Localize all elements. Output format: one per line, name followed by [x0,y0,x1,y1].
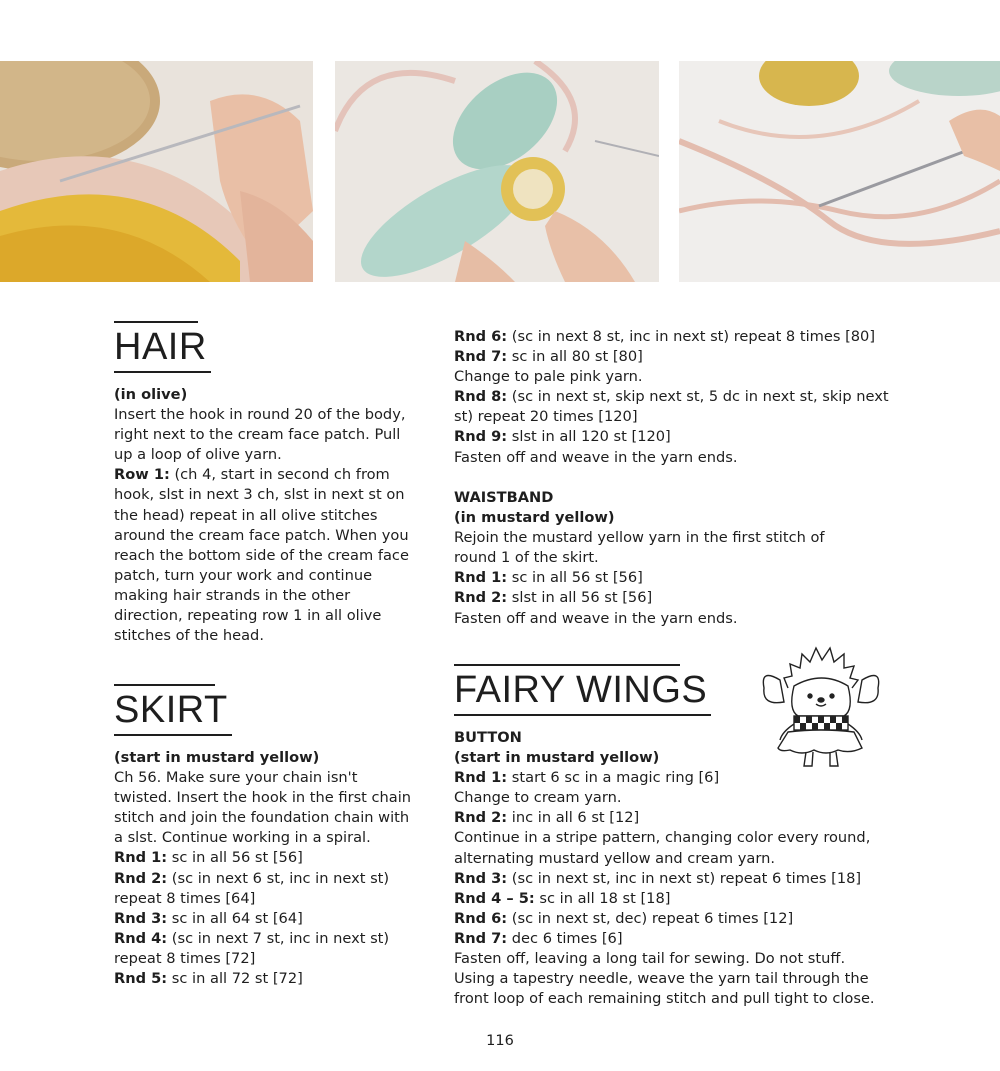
hair-line [114,546,444,566]
hair-line [114,566,444,586]
waistband-instructions [454,488,884,629]
wings-line [454,989,884,1009]
line-text: Using a tapestry needle, weave the yarn tail through the [454,970,869,988]
skirt-instructions [114,748,444,989]
bold-label: Rnd 6: [454,909,508,927]
bold-label: Row 1: [114,466,170,484]
line-text: right next to the cream face patch. Pull [114,426,401,444]
line-text: twisted. Insert the hook in the first chain [114,789,412,807]
line-text: (sc in next st, dec) repeat 6 times [12] [507,909,794,927]
skirt-cont-line [454,347,884,367]
bold-label: Rnd 4 – 5: [454,889,535,907]
skirt-line [114,788,444,808]
hair-line [114,425,444,445]
skirt-cont-line [454,448,884,468]
line-text: stitch and join the foundation chain with [114,809,410,827]
bold-label: Rnd 3: [114,909,168,927]
skirt-cont-line [454,367,884,387]
wings-line [454,828,884,848]
line-text: st) repeat 20 times [120] [454,408,638,426]
wings-line [454,849,884,869]
skirt-continued-instructions [454,327,889,468]
line-text: direction, repeating row 1 in all olive [114,607,382,625]
waistband-line [454,528,884,548]
bold-label: (in mustard yellow) [454,509,615,527]
waistband-line [454,568,884,588]
waistband-line [454,488,884,508]
line-text: round 1 of the skirt. [454,549,599,567]
line-text: slst in all 120 st [120] [507,428,671,446]
wings-line [454,808,884,828]
hair-line [114,526,444,546]
line-text: repeat 8 times [64] [114,889,256,907]
skirt-line [114,869,444,889]
skirt-cont-line [454,427,884,447]
bold-label: Rnd 2: [114,869,168,887]
bold-label: Rnd 7: [454,348,508,366]
hair-line [114,445,444,465]
line-text: repeat 8 times [72] [114,949,256,967]
line-text: stitches of the head. [114,627,264,645]
wings-line [454,969,884,989]
bold-label: (start in mustard yellow) [114,749,320,766]
bold-label: Rnd 9: [454,428,508,446]
line-text: Fasten off and weave in the yarn ends. [454,609,738,627]
bold-label: Rnd 1: [454,769,508,787]
line-text: Fasten off and weave in the yarn ends. [454,448,738,466]
bold-label: Rnd 4: [114,929,168,947]
line-text: slst in all 56 st [56] [507,589,653,607]
wings-line [454,788,884,808]
line-text: Continue in a stripe pattern, changing color every round, [454,829,871,847]
wings-line [454,929,884,949]
line-text: (sc in next 8 st, inc in next st) repeat 8 times [80] [507,328,876,345]
skirt-line [114,768,444,788]
line-text: reach the bottom side of the cream face [114,546,409,564]
hair-line [114,626,444,646]
bold-label: Rnd 1: [114,849,168,867]
line-text: sc in all 72 st [72] [167,970,303,988]
line-text: Insert the hook in round 20 of the body, [114,406,406,424]
hair-instructions [114,385,444,646]
bold-label: (in olive) [114,386,188,403]
line-text: making hair strands in the other [114,586,351,604]
line-text: (sc in next 6 st, inc in next st) [167,869,390,887]
line-text: patch, turn your work and continue [114,566,373,584]
wings-line [454,889,884,909]
photo-sewing-wings [335,61,659,282]
skirt-line [114,748,444,768]
line-text: sc in all 64 st [64] [167,909,303,927]
skirt-section [114,684,444,989]
waistband-line [454,588,884,608]
waistband-section [454,488,884,629]
skirt-line [114,889,444,909]
skirt-line [114,909,444,929]
line-text: around the cream face patch. When you [114,526,409,544]
bold-label: WAISTBAND [454,489,554,506]
hair-line [114,385,444,405]
hair-line [114,606,444,626]
line-text: sc in all 80 st [80] [507,348,643,366]
line-text: the head) repeat in all olive stitches [114,506,378,524]
bold-label: Rnd 6: [454,328,508,345]
photo-crochet-skirt-edge [0,61,313,282]
line-text: front loop of each remaining stitch and pull tight to close. [454,990,875,1008]
hair-line [114,586,444,606]
line-text: sc in all 56 st [56] [167,849,303,867]
photo-crochet-chain [679,61,1000,282]
line-text: (sc in next st, inc in next st) repeat 6 times [18] [507,869,862,887]
line-text: alternating mustard yellow and cream yarn. [454,849,775,867]
hair-line [114,506,444,526]
bold-label: Rnd 2: [454,589,508,607]
wings-line [454,949,884,969]
line-text: (ch 4, start in second ch from [169,466,390,484]
skirt-cont-line [454,407,884,427]
bold-label: BUTTON [454,729,522,746]
wings-line [454,909,884,929]
line-text: hook, slst in next 3 ch, slst in next st on [114,486,405,504]
line-text: (sc in next st, skip next st, 5 dc in next st, skip next [507,388,889,406]
skirt-line [114,808,444,828]
waistband-line [454,609,884,629]
skirt-line [114,929,444,949]
hair-line [114,465,444,485]
line-text: Fasten off, leaving a long tail for sewing. Do not stuff. [454,950,846,968]
line-text: dec 6 times [6] [507,929,623,947]
fairy-wings-heading: FAIRY WINGS [454,666,711,716]
skirt-cont-line [454,387,889,407]
line-text: inc in all 6 st [12] [507,809,640,827]
bold-label: Rnd 7: [454,929,508,947]
hair-line [114,485,444,505]
waistband-line [454,508,884,528]
hair-line [114,405,444,425]
hair-section [114,321,444,646]
bold-label: Rnd 3: [454,869,508,887]
bold-label: Rnd 1: [454,569,508,587]
skirt-line [114,848,444,868]
line-text: a slst. Continue working in a spiral. [114,829,371,847]
line-text: Ch 56. Make sure your chain isn't [114,769,358,787]
bold-label: Rnd 8: [454,388,508,406]
skirt-line [114,969,444,989]
page-number: 116 [486,1033,514,1049]
skirt-line [114,949,444,969]
line-text: sc in all 18 st [18] [534,889,671,907]
bold-label: Rnd 2: [454,809,508,827]
line-text: start 6 sc in a magic ring [6] [507,769,720,787]
wings-line [454,869,884,889]
bold-label: (start in mustard yellow) [454,749,660,767]
line-text: (sc in next 7 st, inc in next st) [167,929,390,947]
skirt-continued-section [454,327,889,468]
line-text: Change to pale pink yarn. [454,368,643,386]
line-text: Change to cream yarn. [454,789,622,807]
skirt-cont-line [454,327,884,347]
bold-label: Rnd 5: [114,970,168,988]
hair-heading: HAIR [114,323,211,373]
waistband-line [454,548,884,568]
skirt-line [114,828,444,848]
hedgehog-fairy-illustration [758,640,886,776]
line-text: sc in all 56 st [56] [507,569,643,587]
line-text: up a loop of olive yarn. [114,446,282,464]
skirt-heading: SKIRT [114,686,232,736]
line-text: Rejoin the mustard yellow yarn in the first stitch of [454,529,825,547]
